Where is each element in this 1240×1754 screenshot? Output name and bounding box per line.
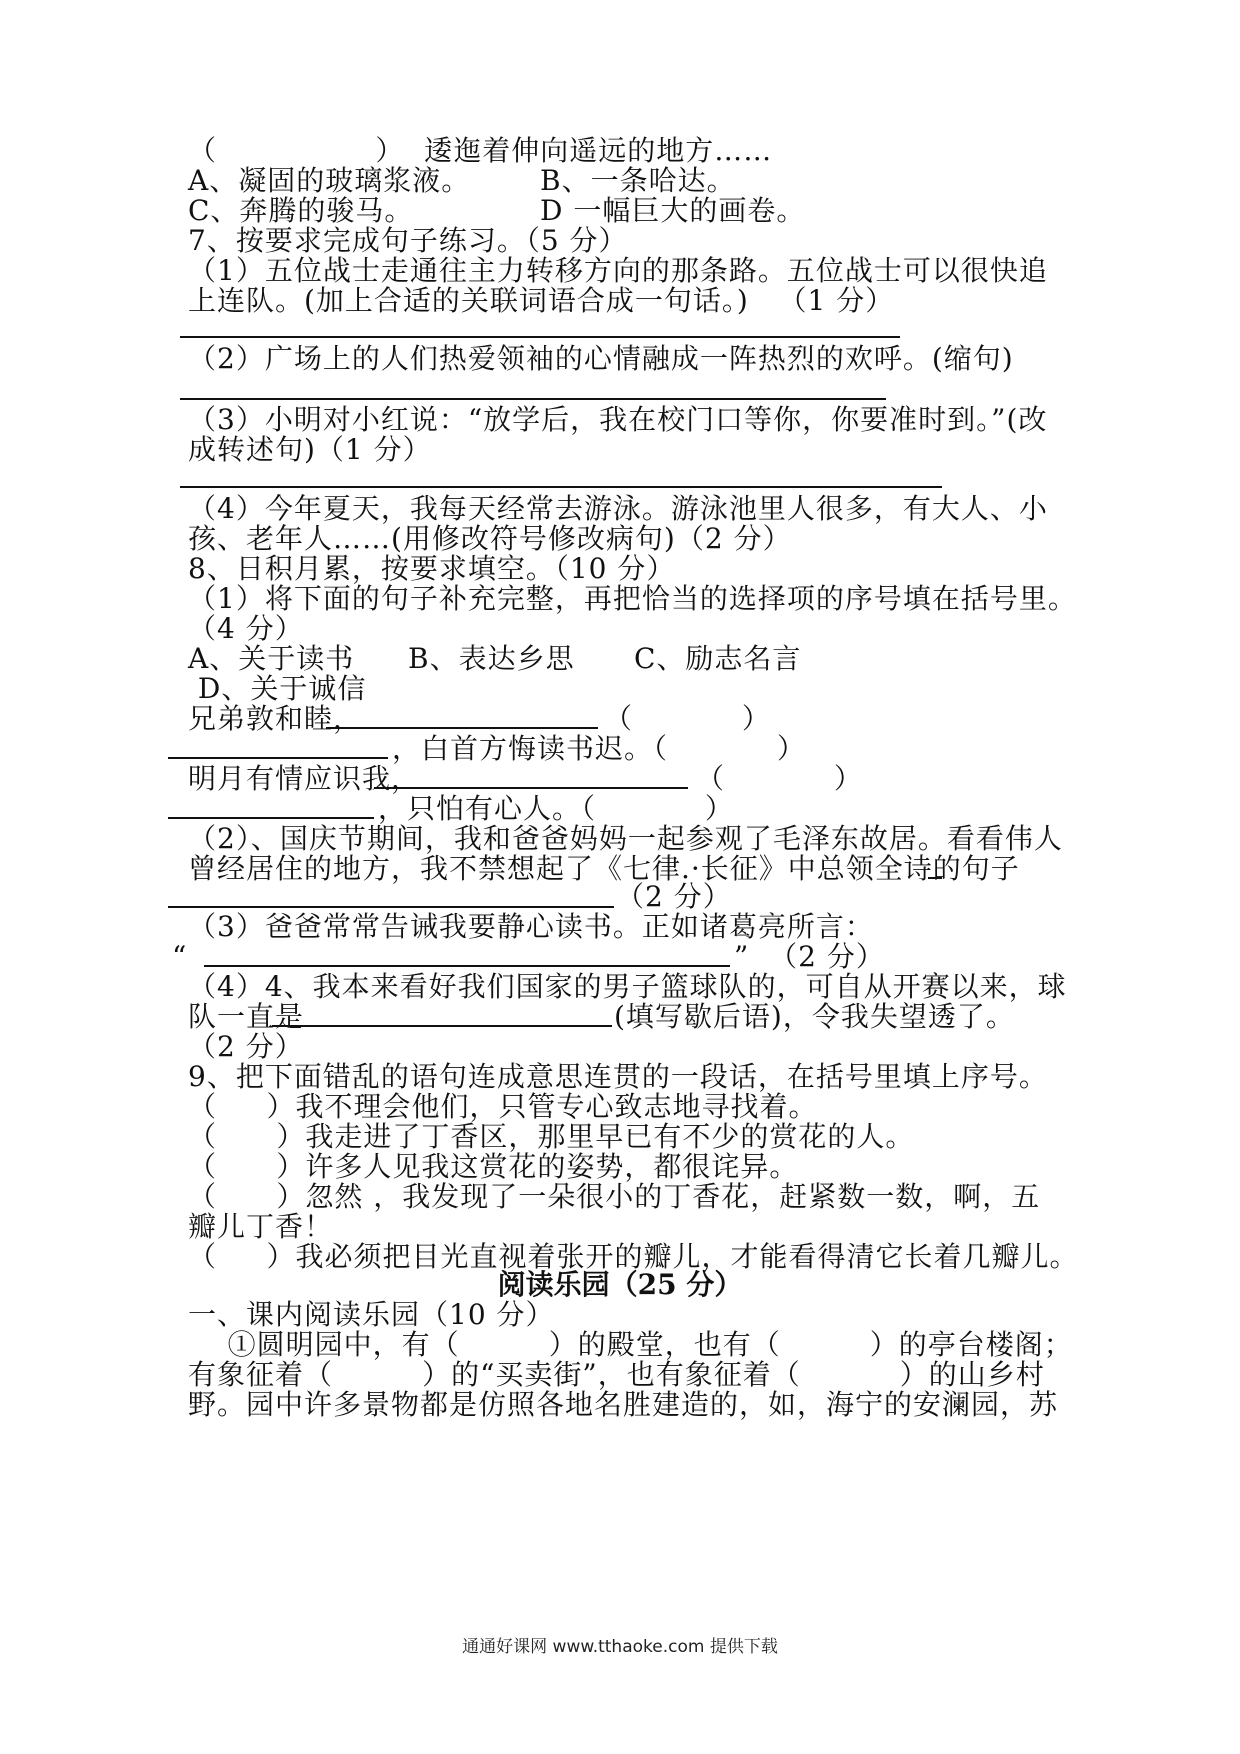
q8-heading: 8、日积月累，按要求填空。（10 分）: [188, 552, 676, 585]
q8-4-score: （2 分）: [188, 1030, 304, 1063]
q7-4-text: （4）今年夏天，我每天经常去游泳。游泳池里人很多，有大人、小: [188, 492, 1048, 525]
q8-1-text: （1）将下面的句子补充完整，再把恰当的选择项的序号填在括号里。: [188, 582, 1077, 615]
q8-1-score: （4 分）: [188, 612, 304, 645]
fill-blank[interactable]: [204, 965, 730, 967]
open-quote: “: [172, 940, 188, 973]
q9-heading: 9、把下面错乱的语句连成意思连贯的一段话，在括号里填上序号。: [188, 1060, 1048, 1093]
fill-blank[interactable]: [168, 757, 388, 759]
q6-option-stem: （ ） 逶迤着伸向遥远的地方……: [188, 134, 773, 167]
q7-2-text: （2）广场上的人们热爱领袖的心情融成一阵热烈的欢呼。(缩句): [188, 342, 1014, 375]
answer-line: [180, 398, 886, 400]
q9-item-cont: 瓣儿丁香！: [188, 1210, 334, 1243]
fill-blank[interactable]: [928, 877, 942, 879]
choice-a: A、关于读书: [188, 642, 355, 675]
fill-blank[interactable]: [326, 727, 598, 729]
fill-line-1-prefix: 兄弟敦和睦，: [188, 702, 363, 735]
q8-3-text: （3）爸爸常常告诫我要静心读书。正如诸葛亮所言：: [188, 910, 874, 943]
q8-2-text: （2）、国庆节期间，我和爸爸妈妈一起参观了毛泽东故居。看看伟人: [188, 822, 1063, 855]
q9-item: （ ）忽然 ，我发现了一朵很小的丁香花，赶紧数一数，啊，五: [188, 1180, 1041, 1213]
reading-paragraph: 野。园中许多景物都是仿照各地名胜建造的，如，海宁的安澜园，苏: [188, 1388, 1059, 1421]
answer-line: [180, 336, 900, 338]
q8-2-text-cont: 曾经居住的地方，我不禁想起了《七律.·长征》中总领全诗的句子: [188, 852, 1020, 885]
answer-line: [180, 486, 942, 488]
choice-b: B、表达乡思: [408, 642, 575, 675]
fill-line-3-prefix: 明月有情应识我，: [188, 762, 421, 795]
q9-item: （ ）我必须把目光直视着张开的瓣儿，才能看得清它长着几瓣儿。: [188, 1240, 1079, 1273]
q7-3-text-cont: 成转述句)（1 分）: [188, 433, 432, 466]
choice-d: D、关于诚信: [188, 672, 367, 705]
fill-blank[interactable]: [272, 1025, 612, 1027]
q8-4-text: （4）4、我本来看好我们国家的男子篮球队的，可自从开赛以来，球: [188, 970, 1067, 1003]
reading-paragraph: ①圆明园中，有（ ）的殿堂，也有（ ）的亭台楼阁；: [188, 1328, 1073, 1361]
q7-1-text-cont: 上连队。(加上合适的关联词语合成一句话。) （1 分）: [188, 284, 895, 317]
fill-line-4-suffix: ，只怕有心人。（ ）: [378, 792, 734, 825]
q7-heading: 7、按要求完成句子练习。（5 分）: [188, 224, 628, 257]
q9-item: （ ）我走进了丁香区，那里早已有不少的赏花的人。: [188, 1120, 915, 1153]
option-b: B、一条哈达。: [540, 164, 736, 197]
fill-blank[interactable]: [168, 906, 614, 908]
section-title: 阅读乐园（25 分）: [497, 1268, 743, 1301]
fill-blank[interactable]: [168, 817, 374, 819]
fill-line-2-suffix: ，白首方悔读书迟。（ ）: [392, 732, 806, 765]
q9-item: （ ）我不理会他们，只管专心致志地寻找着。: [188, 1090, 818, 1123]
q7-1-text: （1）五位战士走通往主力转移方向的那条路。五位战士可以很快追: [188, 254, 1048, 287]
q9-item: （ ）许多人见我这赏花的姿势，都很诧异。: [188, 1150, 799, 1183]
q8-4-suffix: (填写歇后语)，令我失望透了。: [614, 1000, 1015, 1033]
q7-3-text: （3）小明对小红说：“放学后，我在校门口等你，你要准时到。”(改: [188, 403, 1048, 436]
fill-line-1-paren: （ ）: [604, 702, 771, 735]
option-a: A、凝固的玻璃浆液。: [188, 164, 471, 197]
q8-2-score: （2 分）: [616, 880, 732, 913]
close-quote-score: ” （2 分）: [734, 940, 885, 973]
reading-paragraph: 有象征着（ ）的“买卖街”，也有象征着（ ）的山乡村: [188, 1358, 1045, 1391]
q8-4-prefix: 队一直是: [188, 1000, 305, 1033]
q7-4-text-cont: 孩、老年人……(用修改符号修改病句)（2 分）: [188, 522, 792, 555]
download-footer: 通通好课网 www.tthaoke.com 提供下载: [462, 1637, 778, 1657]
reading-heading: 一、课内阅读乐园（10 分）: [188, 1298, 555, 1331]
option-c: C、奔腾的骏马。: [188, 194, 414, 227]
option-d: D 一幅巨大的画卷。: [540, 194, 806, 227]
choice-c: C、励志名言: [634, 642, 802, 675]
fill-blank[interactable]: [374, 787, 688, 789]
fill-line-3-paren: （ ）: [696, 762, 863, 795]
